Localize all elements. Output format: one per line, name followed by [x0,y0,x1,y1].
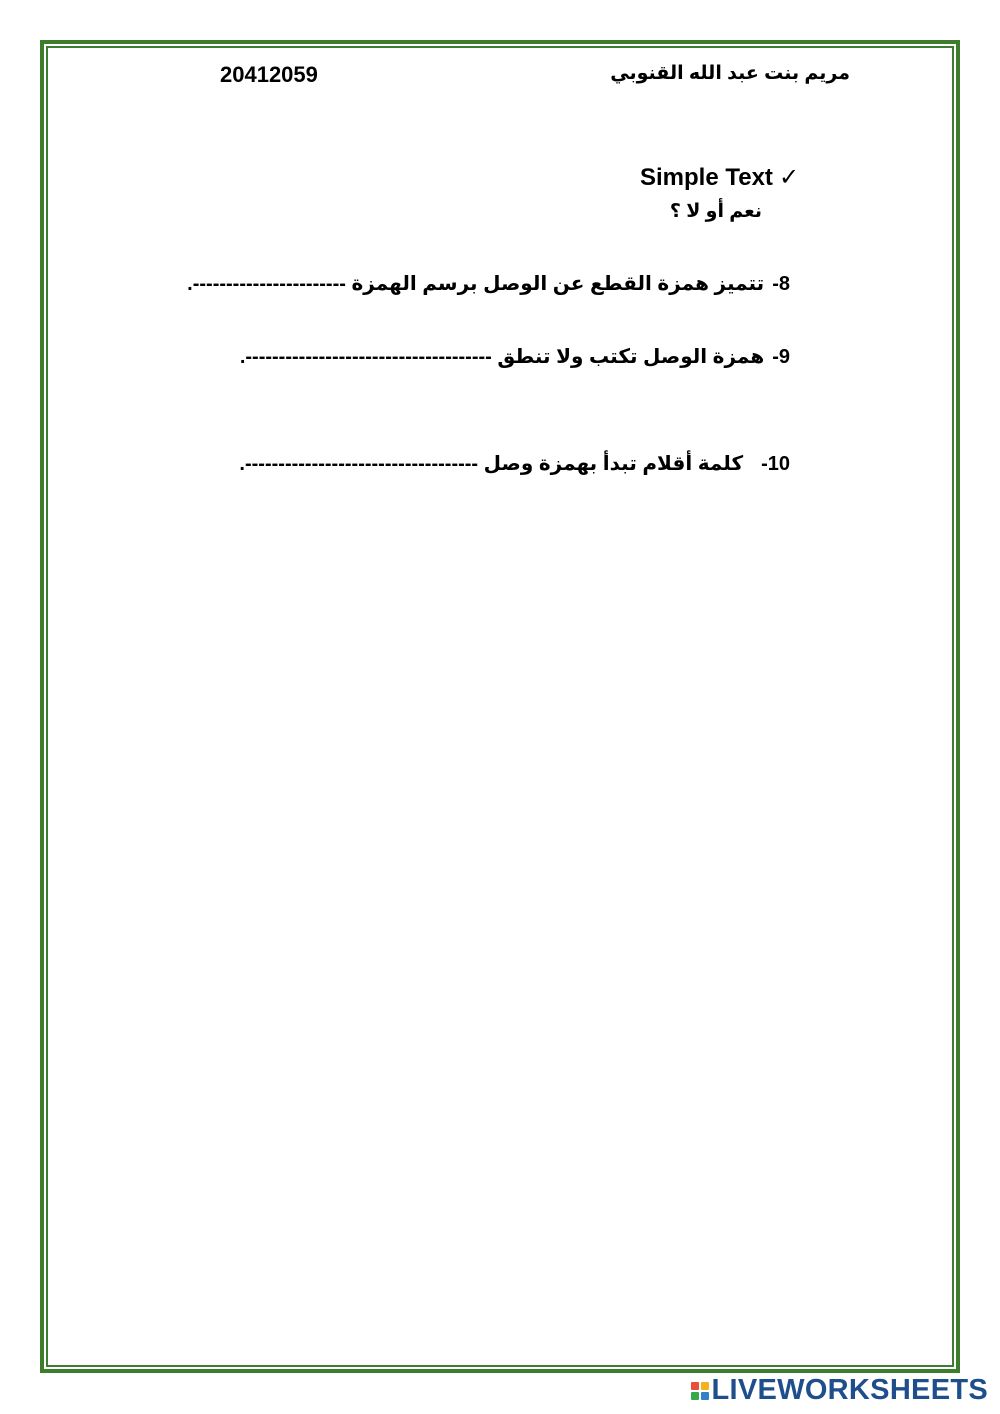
student-id: 20412059 [220,62,318,87]
page-border-inner [46,46,954,1367]
section-title: Simple Text [640,164,773,191]
logo-square-e [701,1392,709,1400]
checkmark-icon: ✓ [778,164,800,191]
logo-square-v [691,1392,699,1400]
question-text: تتميز همزة القطع عن الوصل برسم الهمزة [351,273,765,295]
logo-square-i [701,1382,709,1390]
question-text: كلمة أقلام تبدأ بهمزة وصل [483,453,744,475]
section-subtitle: نعم أو لا ؟ [669,201,762,222]
question-number: 9- [772,346,790,368]
answer-blank[interactable]: -----------------------------------. [239,453,479,475]
liveworksheets-logo-icon [691,1382,709,1400]
question-text: همزة الوصل تكتب ولا تنطق [497,346,765,368]
brand-wordmark: LIVEWORKSHEETS [711,1374,988,1406]
question-10 [239,451,790,476]
question-8 [187,271,790,296]
logo-square-l [691,1382,699,1390]
question-number: 8- [772,273,790,295]
answer-blank[interactable]: -----------------------. [187,273,346,295]
question-number: 10- [761,453,790,475]
section-heading [640,163,799,192]
answer-blank[interactable]: -------------------------------------. [239,346,492,368]
student-name: مريم بنت عبد الله القنوبي [610,63,850,84]
liveworksheets-brand [691,1374,989,1407]
question-9 [240,344,790,369]
